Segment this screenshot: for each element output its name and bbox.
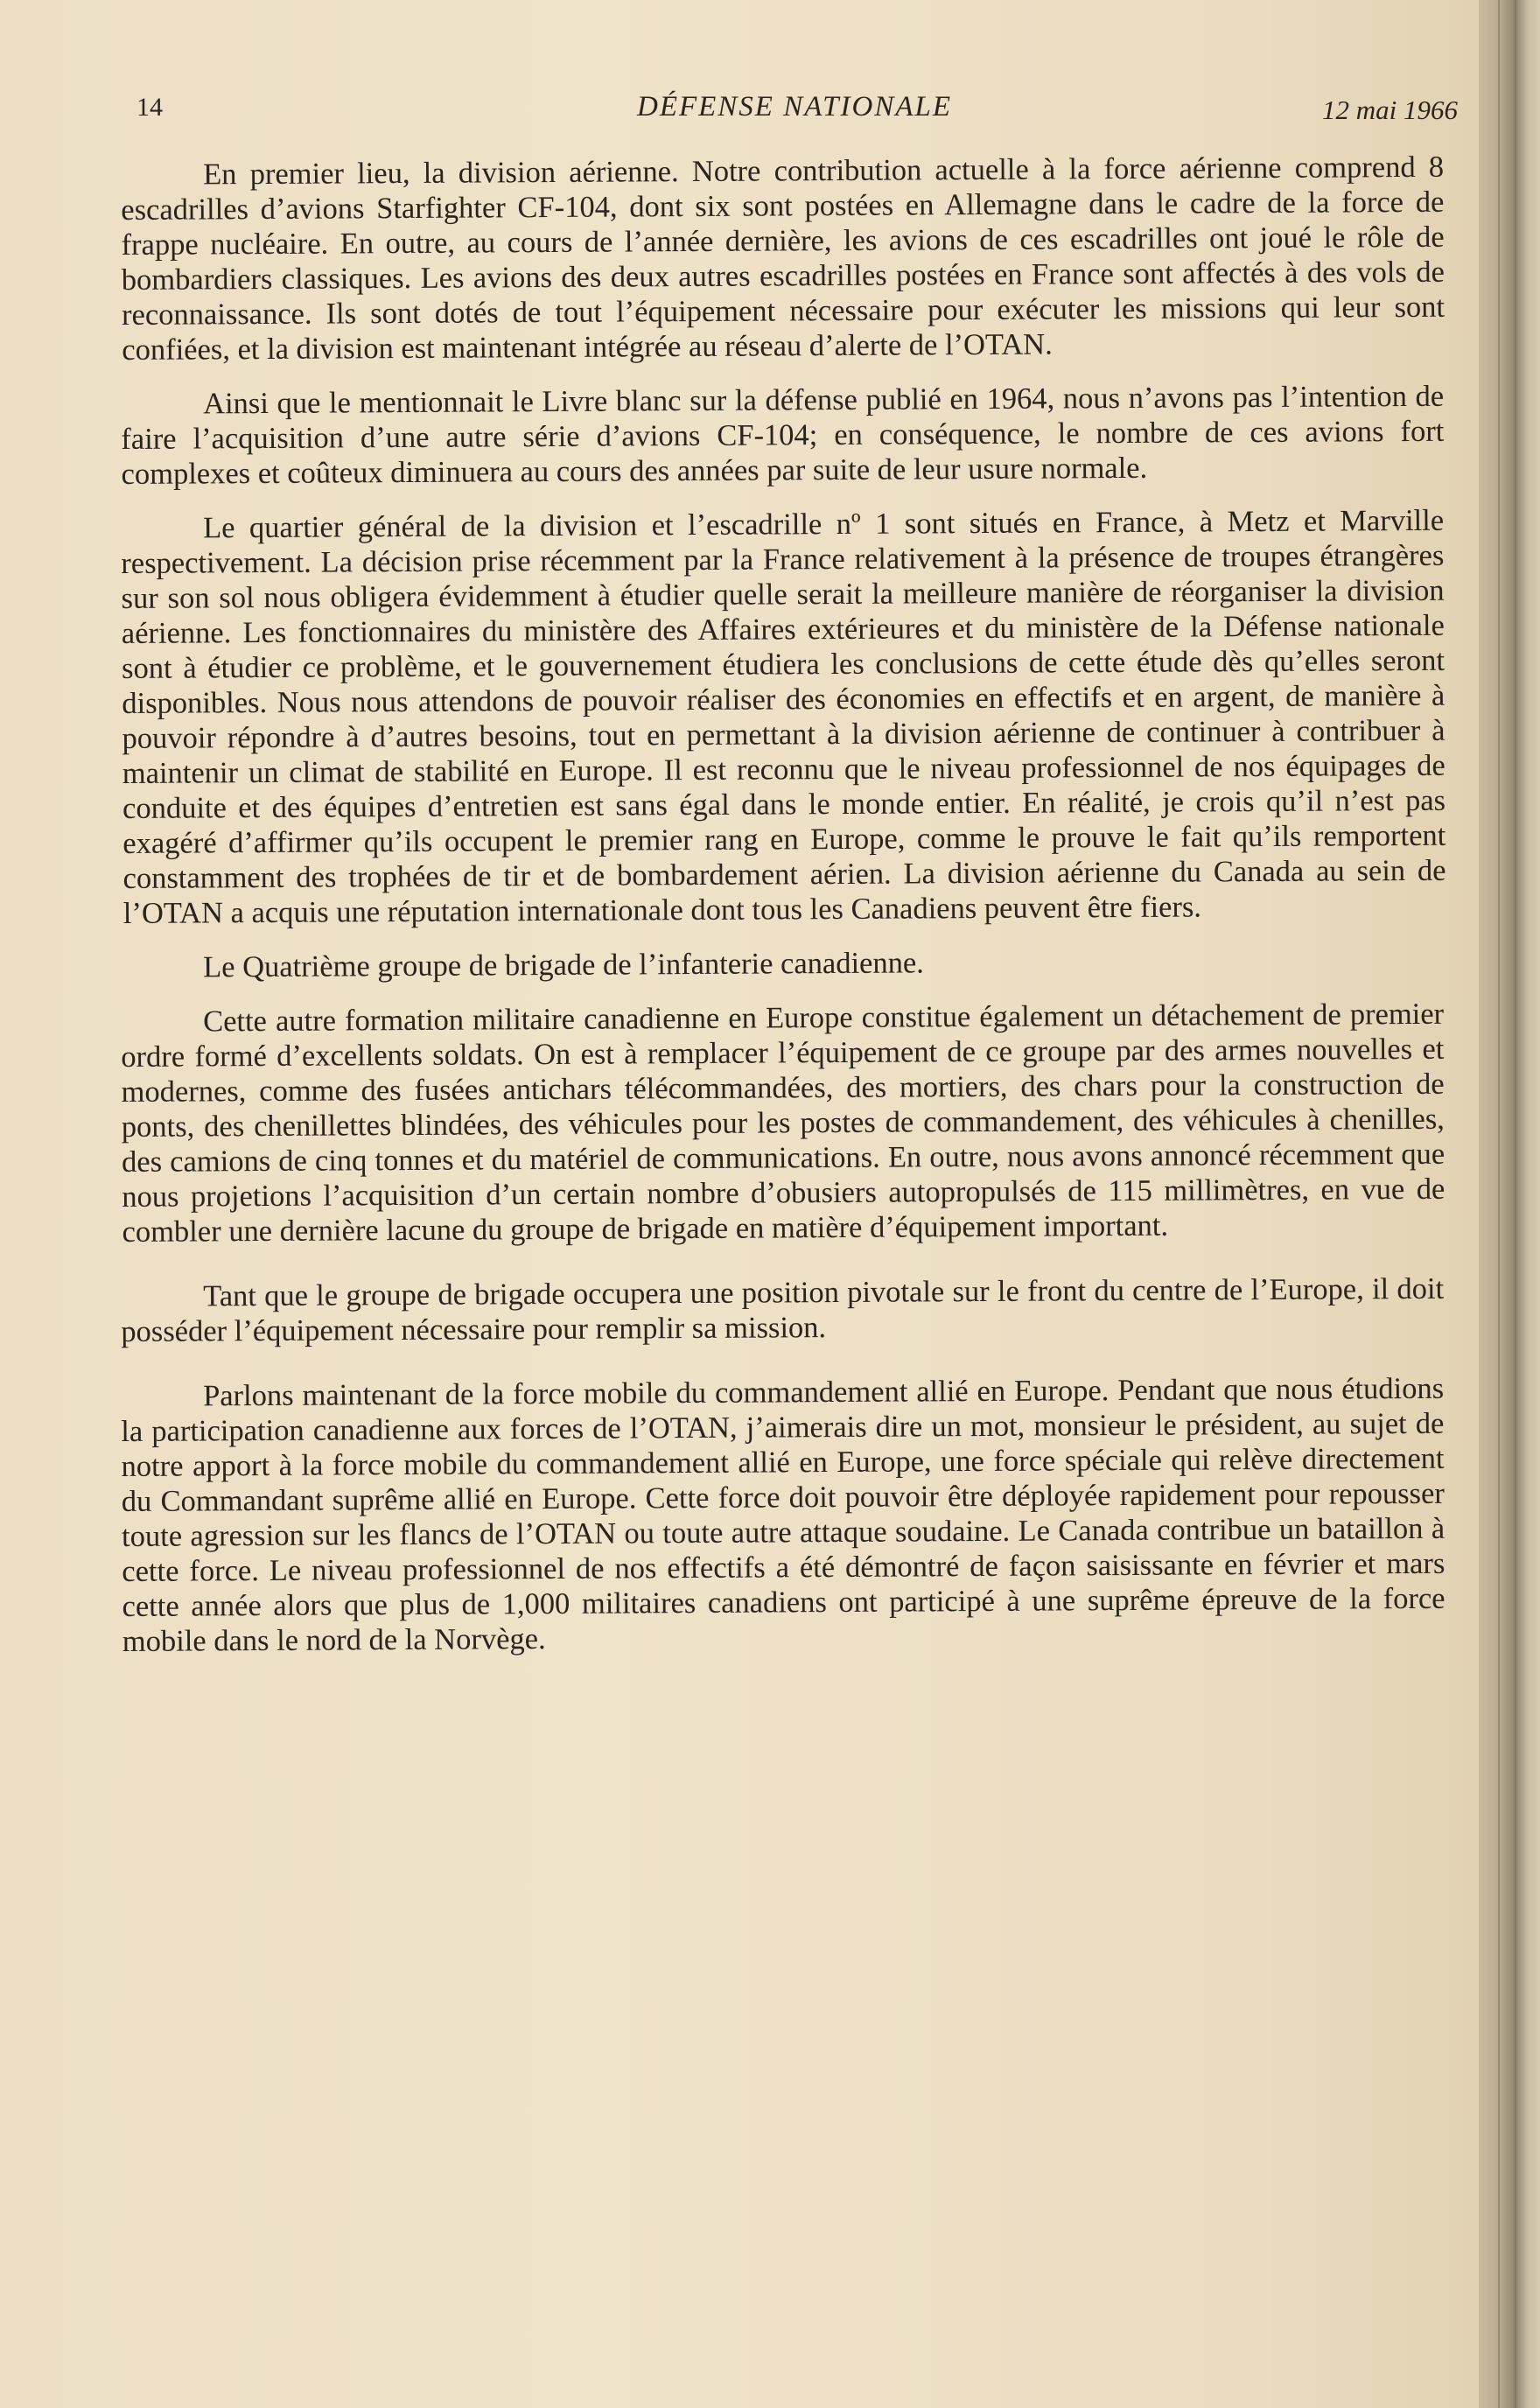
page-number: 14 bbox=[136, 93, 163, 122]
paragraph-brigade-heading: Le Quatrième groupe de brigade de l’infanterie canadienne. bbox=[203, 946, 924, 984]
spine-line bbox=[1515, 0, 1516, 2408]
paragraph-headquarters: Le quartier général de la division et l’escadrille nº 1 sont situés en France, à Metz et Marville respectivement. La décision prise récemment par la France relativement à la présence de troupes étrangères sur son sol nous obligera évidemment à étudier quelle serait la meilleure manière de réorganiser la division aérienne. Les fonctionnaires du ministère des Affaires extérieures et du ministère de la Défense nationale sont à étudier ce problème, et le gouvernement étudiera les conclusions de cette étude dès qu’elles seront disponibles. Nous nous attendons de pouvoir réaliser des économies en effectifs et en argent, de manière à pouvoir répondre à d’autres besoins, tout en permettant à la division aérienne de continuer à contribuer à maintenir un climat de stabilité en Europe. Il est reconnu que le niveau professionnel de nos équipages de conduite et des équipes d’entretien est sans égal dans le monde entier. En réalité, je crois qu’il n’est pas exagéré d’affirmer qu’ils occupent le premier rang en Europe, comme le prouve le fait qu’ils remportent constamment des trophées de tir et de bombardement aérien. La division aérienne du Canada au sein de l’OTAN a acquis une réputation internationale dont tous les Canadiens peuvent être fiers. bbox=[121, 503, 1446, 930]
paragraph-brigade-mission: Tant que le groupe de brigade occupera une position pivotale sur le front du centre de l’Europe, il doit posséder l’équipement nécessaire pour remplir sa mission. bbox=[121, 1271, 1445, 1348]
paragraph-mobile-force: Parlons maintenant de la force mobile du commandement allié en Europe. Pendant que nous étudions la participation canadienne aux forces de l’OTAN, j’aimerais dire un mot, monsieur le président, au sujet de notre apport à la force mobile du commandement allié en Europe, une force spéciale qui relève directement du Commandant suprême allié en Europe. Cette force doit pouvoir être déployée rapidement pour repousser toute agression sur les flancs de l’OTAN ou toute autre attaque soudaine. Le Canada contribue un bataillon à cette force. Le niveau professionnel de nos effectifs a été démontré de façon saisissante en février et mars cette année alors que plus de 1,000 militaires canadiens ont participé à une suprême épreuve de la force mobile dans le nord de la Norvège. bbox=[121, 1371, 1446, 1658]
paragraph-white-paper: Ainsi que le mentionnait le Livre blanc sur la défense publié en 1964, nous n’avons pas l’intention de faire l’acquisition d’une autre série d’avions CF-104; en conséquence, le nombre de ces avions fort complexes et coûteux diminuera au cours des années par suite de leur usure normale. bbox=[121, 379, 1445, 491]
running-title: DÉFENSE NATIONALE bbox=[636, 91, 953, 122]
paragraph-air-division: En premier lieu, la division aérienne. Notre contribution actuelle à la force aérienne comprend 8 escadrilles d’avions Starfighter CF-104, dont six sont postées en Allemagne dans le cadre de la force de frappe nucléaire. En outre, au cours de l’année dernière, les avions de ces escadrilles ont joué le rôle de bombardiers classiques. Les avions des deux autres escadrilles postées en France sont affectés à des vols de reconnaissance. Ils sont dotés de tout l’équipement nécessaire pour exécuter les missions qui leur sont confiées, et la division est maintenant intégrée au réseau d’alerte de l’OTAN. bbox=[121, 150, 1446, 367]
spine-line bbox=[1498, 0, 1500, 2408]
running-date: 12 mai 1966 bbox=[1322, 94, 1458, 125]
running-header bbox=[131, 88, 1458, 140]
body-text bbox=[121, 150, 1446, 1678]
paragraph-brigade-equipment: Cette autre formation militaire canadienne en Europe constitue également un détachement de premier ordre formé d’excellents soldats. On est à remplacer l’équipement de ce groupe par des armes nouvelles et modernes, comme des fusées antichars télécommandées, des mortiers, des chars pour la construction de ponts, des chenillettes blindées, des véhicules pour les postes de commandement, des véhicules à chenilles, des camions de cinq tonnes et du matériel de communications. En outre, nous avons annoncé récemment que nous projetions l’acquisition d’un certain nombre d’obusiers autopropulsés de 115 millimètres, en vue de combler une dernière lacune du groupe de brigade en matière d’équipement important. bbox=[121, 997, 1446, 1249]
book-spine-shadow bbox=[1479, 0, 1540, 2408]
